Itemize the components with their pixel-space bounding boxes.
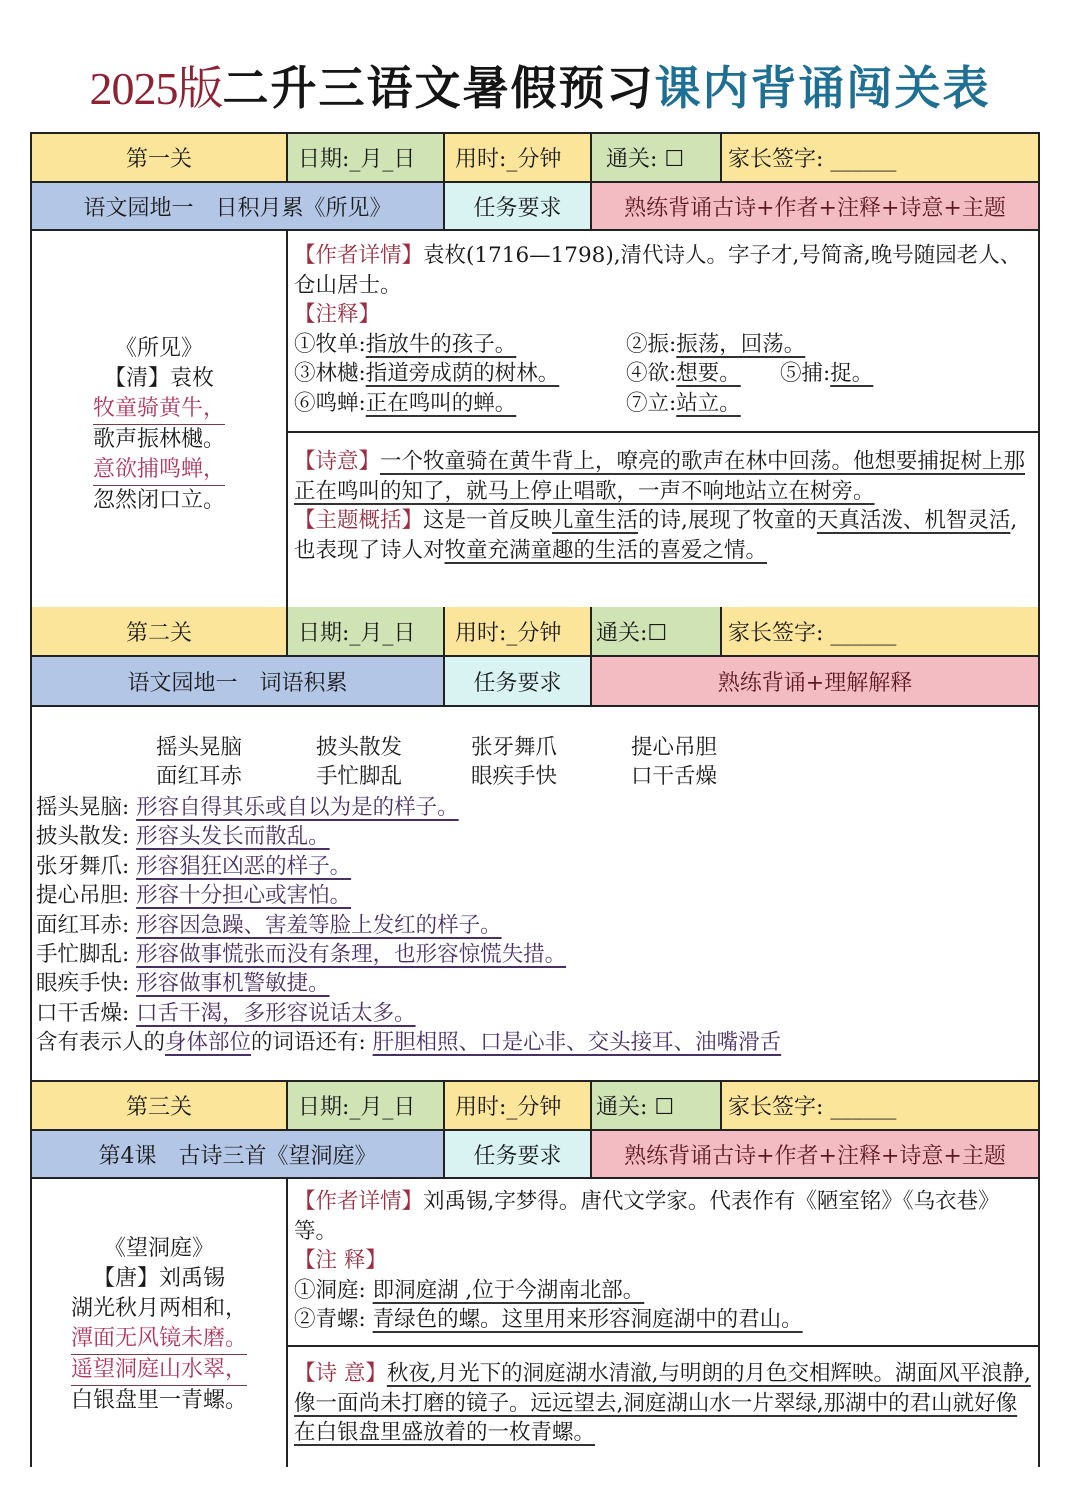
definition-word: 面红耳赤: <box>36 912 130 938</box>
definition-item <box>36 852 781 881</box>
note-term: ②青螺: <box>294 1307 366 1332</box>
task-label: 任务要求 <box>445 1131 592 1179</box>
poem-panel <box>32 1179 288 1467</box>
note-term: ⑤捕: <box>780 361 831 386</box>
level-1-content <box>32 231 1038 609</box>
definition-word: 摇头晃脑: <box>36 795 130 820</box>
definition-text: 口舌干渴，多形容说话太多。 <box>136 1000 416 1026</box>
word-item: 张牙舞爪 <box>471 735 558 760</box>
note-term: ⑥鸣蝉: <box>294 390 366 416</box>
note-def: 即洞庭湖 ,位于今湖南北部。 <box>372 1277 645 1303</box>
task-requirement: 熟练背诵古诗+作者+注释+诗意+主题 <box>592 1131 1038 1179</box>
word-list <box>156 733 771 792</box>
note-def: 青绿色的螺。这里用来形容洞庭湖中的君山。 <box>372 1307 803 1332</box>
word-item: 眼疾手快 <box>471 764 558 790</box>
level-3-table <box>30 1080 1040 1467</box>
definition-item <box>36 999 781 1028</box>
pass-checkbox[interactable]: 通关: ☐ <box>592 134 722 183</box>
poem-title: 《所见》 <box>114 336 203 361</box>
word-item: 面红耳赤 <box>156 764 243 790</box>
poem-title: 《望洞庭》 <box>103 1236 214 1261</box>
notes-row <box>294 389 1032 419</box>
poem-line: 歌声振林樾。 <box>92 427 225 452</box>
parent-signature-field[interactable]: 家长签字: ______ <box>722 1082 1038 1131</box>
level-name: 第三关 <box>32 1082 288 1131</box>
pass-checkbox[interactable]: 通关: ☐ <box>592 1082 722 1131</box>
definition-item <box>36 911 781 940</box>
notes-row <box>294 1276 1032 1306</box>
definition-text: 形容做事慌张而没有条理，也形容惊慌失措。 <box>136 942 567 968</box>
poem-author: 【清】袁枚 <box>103 366 214 391</box>
word-item: 提心吊胆 <box>631 735 718 760</box>
level-2-header-row <box>32 607 1038 657</box>
level-name: 第一关 <box>32 134 288 183</box>
level-2-task-row <box>32 657 1038 707</box>
extra-prefix: 含有表示人的 <box>36 1030 166 1056</box>
task-label: 任务要求 <box>445 183 592 231</box>
definition-word: 披头散发: <box>36 824 130 850</box>
level-1-task-row <box>32 183 1038 231</box>
meaning-label: 【诗意】 <box>294 449 381 474</box>
time-field[interactable]: 用时:_分钟 <box>445 134 592 183</box>
definition-text: 形容猖狂凶恶的样子。 <box>136 853 352 879</box>
notes-label: 【注释】 <box>294 302 381 327</box>
task-label: 任务要求 <box>445 657 592 707</box>
definition-text: 形容做事机警敏捷。 <box>136 971 330 997</box>
level-2-content <box>32 707 1038 1080</box>
definition-item <box>36 881 781 910</box>
note-term: ⑦立: <box>626 390 677 416</box>
note-def: 指放牛的孩子。 <box>365 331 517 357</box>
extra-highlight: 身体部位 <box>165 1030 252 1056</box>
definition-item <box>36 793 781 822</box>
meaning-label: 【诗 意】 <box>294 1361 387 1386</box>
word-item: 摇头晃脑 <box>156 735 243 760</box>
section-title: 第4课 古诗三首《望洞庭》 <box>32 1131 445 1179</box>
meaning-block <box>288 1345 1038 1467</box>
theme-keyword: 儿童生活 <box>552 508 639 533</box>
word-item: 手忙脚乱 <box>316 764 403 790</box>
note-term: ④欲: <box>626 361 677 386</box>
level-1-header-row <box>32 134 1038 183</box>
meaning-theme-block <box>288 431 1038 609</box>
vocab-panel <box>32 707 1038 1080</box>
section-title: 语文园地一 词语积累 <box>32 657 445 707</box>
theme-label: 【主题概括】 <box>294 508 424 533</box>
definition-item <box>36 969 781 998</box>
level-3-header-row <box>32 1082 1038 1131</box>
date-field[interactable]: 日期:_月_日 <box>288 1082 445 1131</box>
level-1-table <box>30 132 1040 609</box>
word-item: 披头散发 <box>316 735 403 760</box>
definition-text: 形容头发长而散乱。 <box>136 824 330 850</box>
level-3-content <box>32 1179 1038 1467</box>
word-item: 口干舌燥 <box>631 764 718 790</box>
definition-text: 形容自得其乐或自以为是的样子。 <box>136 795 459 820</box>
notes-row <box>294 330 1032 360</box>
time-field[interactable]: 用时:_分钟 <box>445 1082 592 1131</box>
author-detail-label: 【作者详情】 <box>294 1189 424 1214</box>
level-3-task-row <box>32 1131 1038 1179</box>
info-panel <box>288 1179 1038 1467</box>
level-2-table <box>30 607 1040 1082</box>
theme-text: ,也表现了诗人对 <box>294 508 1018 563</box>
definition-list <box>36 793 781 1058</box>
note-term: ②振: <box>626 331 677 357</box>
theme-keyword: 牧童充满童趣的生活的喜爱之情。 <box>444 537 768 563</box>
poem-line: 牧童骑黄牛， <box>93 394 225 425</box>
note-def: 捉。 <box>830 361 874 386</box>
note-def: 站立。 <box>676 390 741 416</box>
extra-list: 肝胆相照、口是心非、交头接耳、油嘴滑舌 <box>372 1030 782 1056</box>
definition-text: 形容因急躁、害羞等脸上发红的样子。 <box>136 912 502 938</box>
parent-signature-field[interactable]: 家长签字: ______ <box>722 134 1038 183</box>
note-term: ①牧单: <box>294 331 366 357</box>
note-term: ①洞庭: <box>294 1277 366 1303</box>
definition-item <box>36 940 781 969</box>
date-field[interactable]: 日期:_月_日 <box>288 607 445 657</box>
date-field[interactable]: 日期:_月_日 <box>288 134 445 183</box>
pass-checkbox[interactable]: 通关:☐ <box>592 607 722 657</box>
poem-line: 忽然闭口立。 <box>92 488 225 513</box>
definition-item <box>36 822 781 851</box>
poem-panel <box>32 231 288 609</box>
theme-keyword: 天真活泼、机智灵活 <box>816 508 1011 533</box>
title-accent: 课内背诵闯关表 <box>654 61 991 115</box>
level-name: 第二关 <box>32 607 288 657</box>
poem-line: 湖光秋月两相和， <box>70 1296 247 1321</box>
definition-word: 手忙脚乱: <box>36 942 130 968</box>
title-year: 2025版 <box>89 63 223 114</box>
extra-middle: 的词语还有: <box>251 1030 366 1056</box>
poem-line: 白银盘里一青螺。 <box>70 1388 247 1413</box>
page-title <box>0 52 1080 118</box>
info-panel <box>288 231 1038 609</box>
notes-row <box>294 359 1032 389</box>
notes-row <box>294 1305 1032 1335</box>
extra-words-line <box>36 1028 781 1057</box>
author-notes-block <box>288 1179 1038 1345</box>
task-requirement: 熟练背诵古诗+作者+注释+诗意+主题 <box>592 183 1038 231</box>
definition-word: 提心吊胆: <box>36 883 130 909</box>
author-detail-text: 刘禹锡,字梦得。唐代文学家。代表作有《陋室铭》《乌衣巷》等。 <box>294 1189 1000 1244</box>
author-detail-label: 【作者详情】 <box>294 243 424 268</box>
note-term: ③林樾: <box>294 361 366 386</box>
title-main: 二升三语文暑假预习 <box>222 61 655 115</box>
definition-word: 眼疾手快: <box>36 971 130 997</box>
poem-line: 潭面无风镜未磨。 <box>71 1324 247 1355</box>
definition-text: 形容十分担心或害怕。 <box>136 883 352 909</box>
poem-author: 【唐】刘禹锡 <box>92 1266 225 1291</box>
meaning-text: 一个牧童骑在黄牛背上，嘹亮的歌声在林中回荡。他想要捕捉树上那正在鸣叫的知了，就马上停止唱歌，一声不响地站立在树旁。 <box>294 449 1026 504</box>
parent-signature-field[interactable]: 家长签字: ______ <box>722 607 1038 657</box>
note-def: 想要。 <box>676 361 741 386</box>
note-def: 振荡，回荡。 <box>676 331 806 357</box>
theme-text: 的诗,展现了牧童的 <box>638 508 817 533</box>
definition-word: 口干舌燥: <box>36 1000 130 1026</box>
poem-line: 意欲捕鸣蝉， <box>93 455 225 486</box>
author-notes-block <box>288 231 1038 431</box>
author-detail-text: 袁枚(1716—1798),清代诗人。字子才,号简斋,晚号随园老人、仓山居士。 <box>294 243 1022 298</box>
note-def: 正在鸣叫的蝉。 <box>365 390 517 416</box>
notes-label: 【注 释】 <box>294 1248 387 1273</box>
note-def: 指道旁成荫的树林。 <box>365 361 560 386</box>
task-requirement: 熟练背诵+理解解释 <box>592 657 1038 707</box>
poem-line: 遥望洞庭山水翠， <box>71 1355 247 1386</box>
section-title: 语文园地一 日积月累《所见》 <box>32 183 445 231</box>
definition-word: 张牙舞爪: <box>36 853 130 879</box>
theme-text: 这是一首反映 <box>423 508 553 533</box>
meaning-text: 秋夜,月光下的洞庭湖水清澈,与明朗的月色交相辉映。湖面风平浪静,像一面尚未打磨的镜子。远远望去,洞庭湖山水一片翠绿,那湖中的君山就好像在白银盘里盛放着的一枚青螺。 <box>294 1361 1031 1445</box>
time-field[interactable]: 用时:_分钟 <box>445 607 592 657</box>
